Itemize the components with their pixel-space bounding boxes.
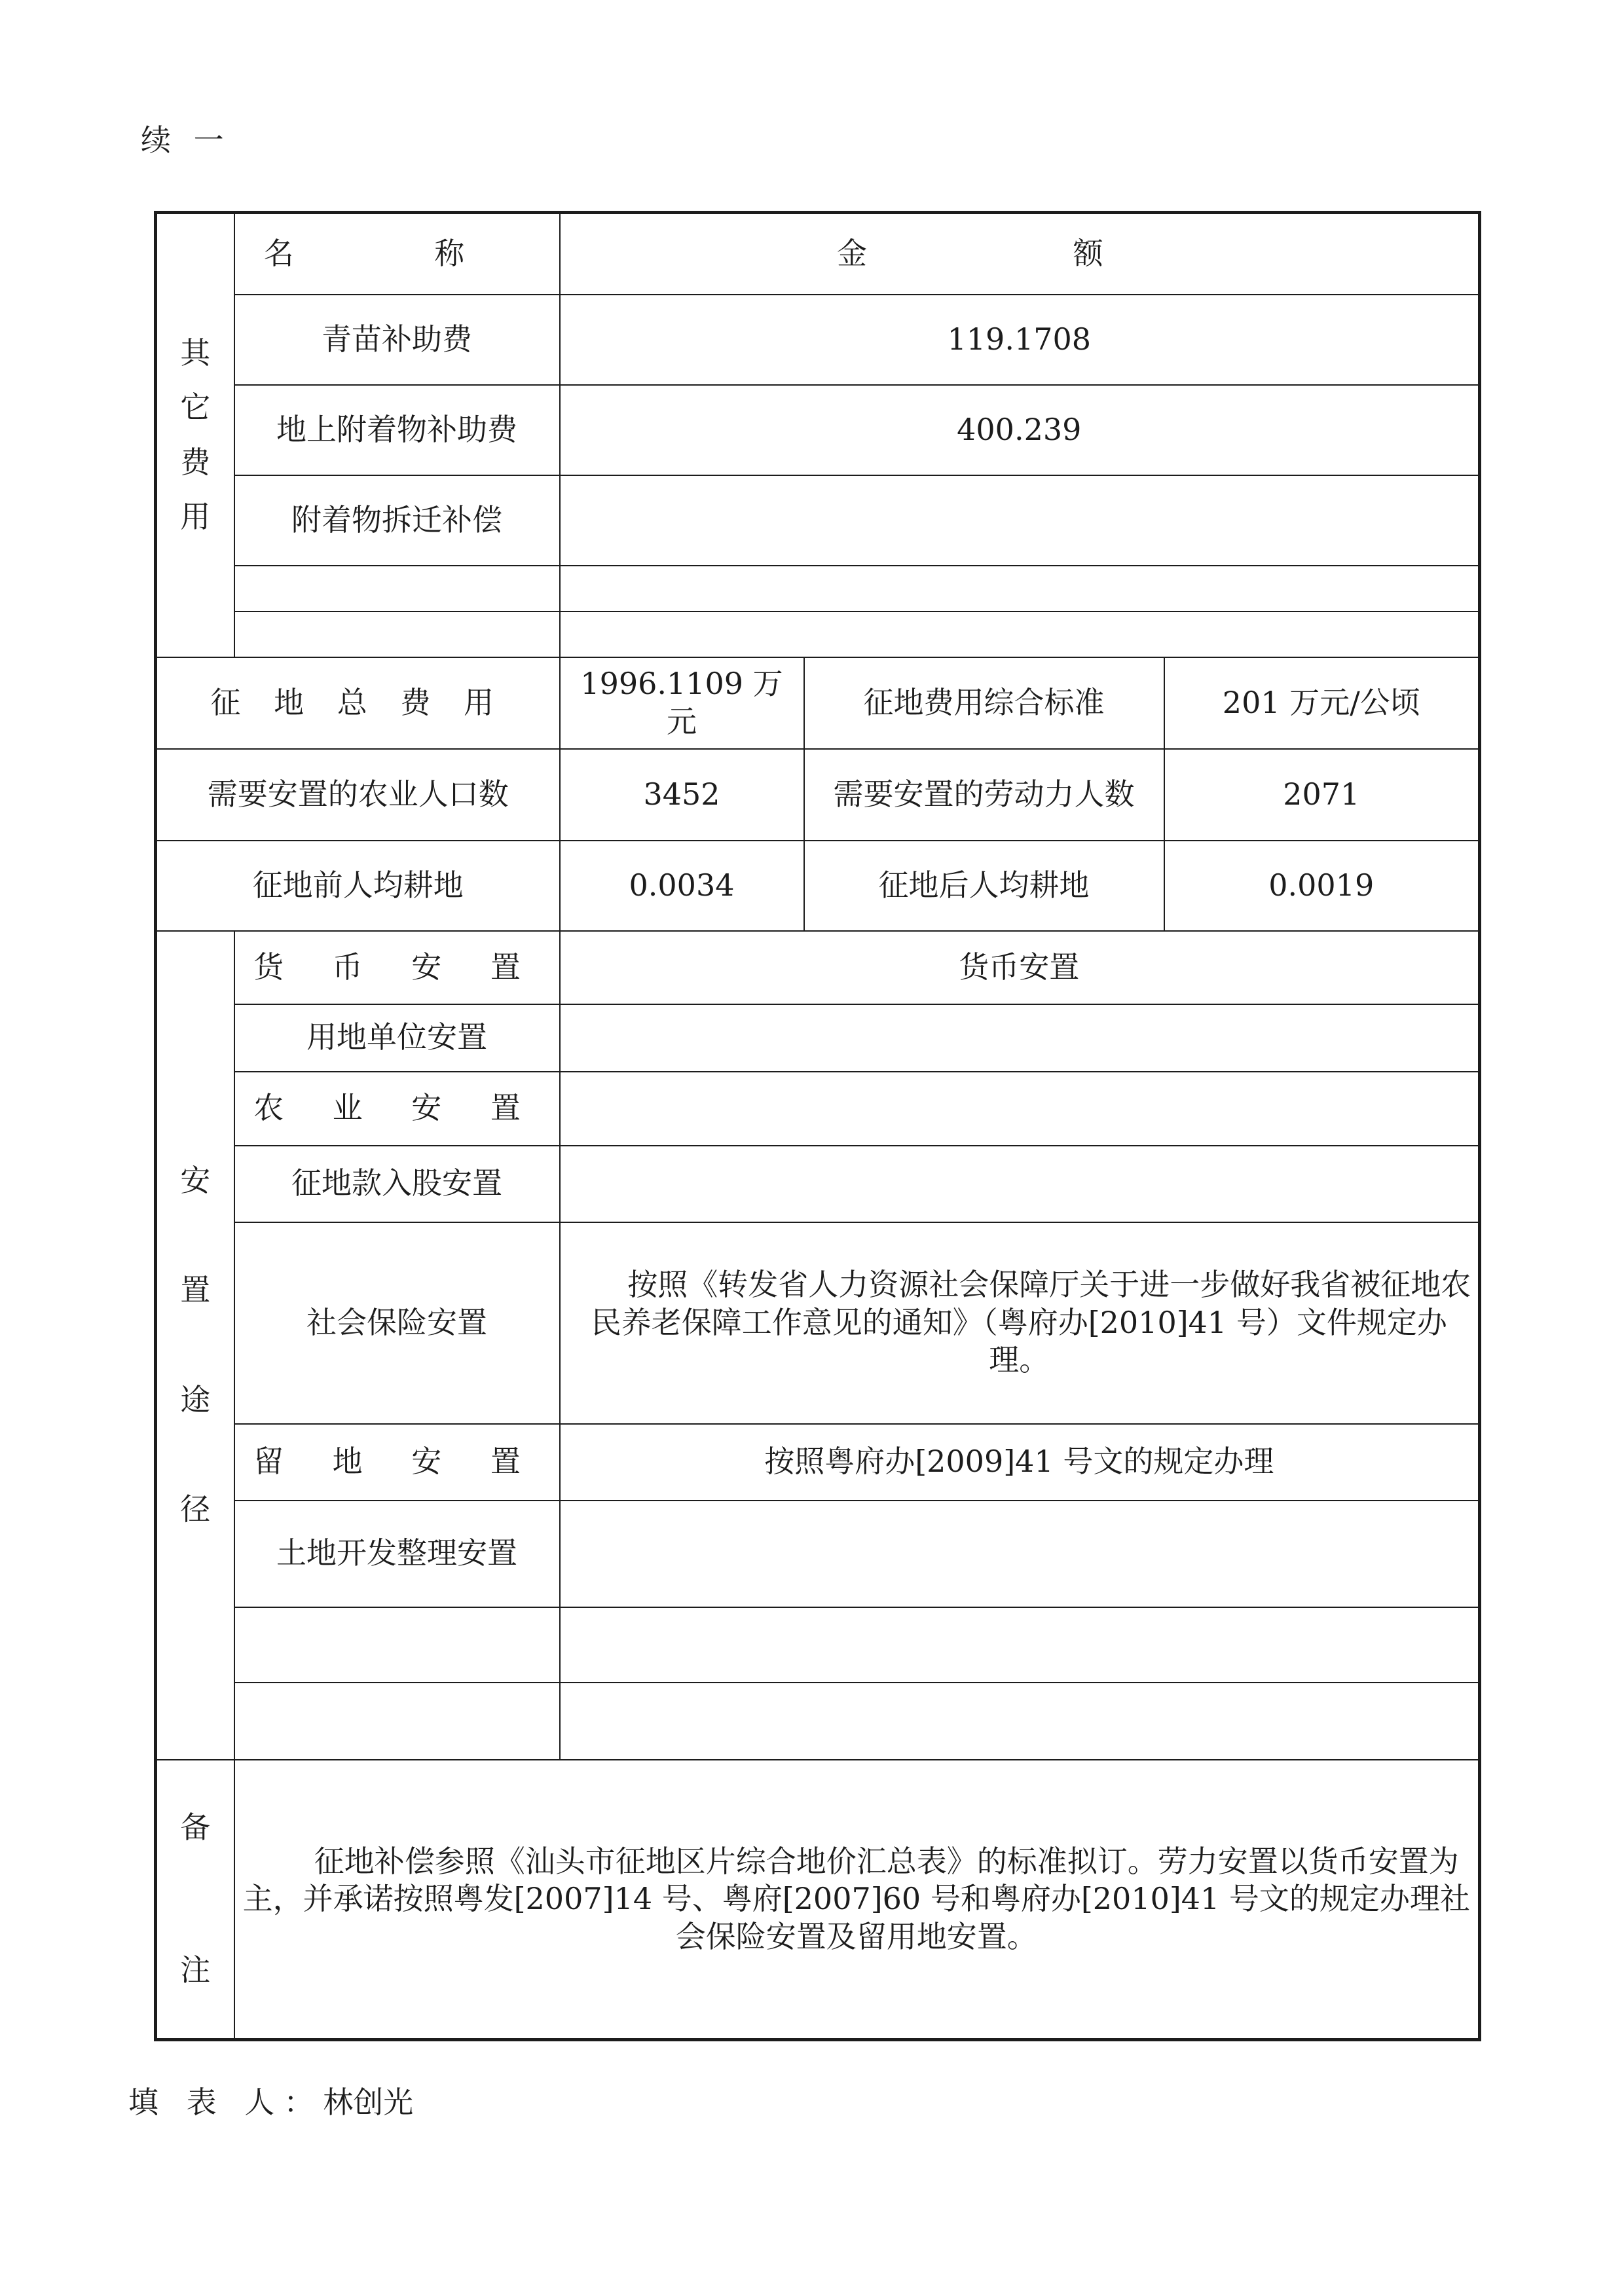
cost-item-name <box>234 611 560 657</box>
cost-item-amount <box>560 611 1480 657</box>
land-after-value: 0.0019 <box>1164 841 1480 931</box>
labor-label: 需要安置的劳动力人数 <box>804 749 1164 841</box>
form-filler <box>128 2079 413 2122</box>
resettlement-item-name <box>234 1683 560 1760</box>
land-after-label: 征地后人均耕地 <box>804 841 1164 931</box>
resettlement-item-name: 留 地 安 置 <box>234 1424 560 1501</box>
resettlement-item-value <box>560 1146 1480 1222</box>
cost-item-name: 地上附着物补助费 <box>234 385 560 475</box>
amount-column-header: 金 额 <box>560 213 1480 295</box>
agri-population-value: 3452 <box>560 749 804 841</box>
resettlement-item-value: 货币安置 <box>560 931 1480 1004</box>
resettlement-item-value: 按照粤府办[2009]41 号文的规定办理 <box>560 1424 1480 1501</box>
cost-item-amount: 400.239 <box>560 385 1480 475</box>
resettlement-item-value <box>560 1072 1480 1146</box>
resettlement-item-value <box>560 1607 1480 1683</box>
resettlement-item-name: 农 业 安 置 <box>234 1072 560 1146</box>
resettlement-item-name: 用地单位安置 <box>234 1004 560 1072</box>
standard-label: 征地费用综合标准 <box>804 657 1164 749</box>
other-costs-label: 其 它 费 用 <box>156 213 234 657</box>
cost-item-name: 青苗补助费 <box>234 295 560 385</box>
land-acquisition-form <box>154 211 1481 2041</box>
cost-item-amount <box>560 475 1480 566</box>
form-filler-name: 林创光 <box>323 2085 414 2120</box>
resettlement-item-value <box>560 1683 1480 1760</box>
resettlement-label: 安 置 途 径 <box>156 931 234 1760</box>
resettlement-item-name: 土地开发整理安置 <box>234 1501 560 1607</box>
cost-item-name <box>234 566 560 611</box>
remarks-text: 征地补偿参照《汕头市征地区片综合地价汇总表》的标准拟订。劳力安置以货币安置为主，并承诺按照粤发[2007]14 号、粤府[2007]60 号和粤府办[2010]41 号文的规定办理社会保险安置及留用地安置。 <box>234 1760 1480 2040</box>
form-filler-label: 填 表 人： <box>128 2085 323 2120</box>
cost-item-amount: 119.1708 <box>560 295 1480 385</box>
land-before-value: 0.0034 <box>560 841 804 931</box>
name-column-header: 名 称 <box>234 213 560 295</box>
cost-item-amount <box>560 566 1480 611</box>
resettlement-item-name: 征地款入股安置 <box>234 1146 560 1222</box>
labor-value: 2071 <box>1164 749 1480 841</box>
resettlement-item-value <box>560 1004 1480 1072</box>
resettlement-item-value <box>560 1501 1480 1607</box>
resettlement-item-name: 社会保险安置 <box>234 1222 560 1424</box>
total-cost-value: 1996.1109 万元 <box>560 657 804 749</box>
continuation-label: 续 一 <box>141 122 231 158</box>
resettlement-item-name <box>234 1607 560 1683</box>
land-before-label: 征地前人均耕地 <box>156 841 560 931</box>
total-cost-label: 征 地 总 费 用 <box>156 657 560 749</box>
agri-population-label: 需要安置的农业人口数 <box>156 749 560 841</box>
resettlement-item-name: 货 币 安 置 <box>234 931 560 1004</box>
remarks-label: 备 注 <box>156 1760 234 2040</box>
cost-item-name: 附着物拆迁补偿 <box>234 475 560 566</box>
standard-value: 201 万元/公顷 <box>1164 657 1480 749</box>
social-insurance-text: 按照《转发省人力资源社会保障厅关于进一步做好我省被征地农民养老保障工作意见的通知》（粤府办[2010]41 号）文件规定办理。 <box>560 1222 1480 1424</box>
